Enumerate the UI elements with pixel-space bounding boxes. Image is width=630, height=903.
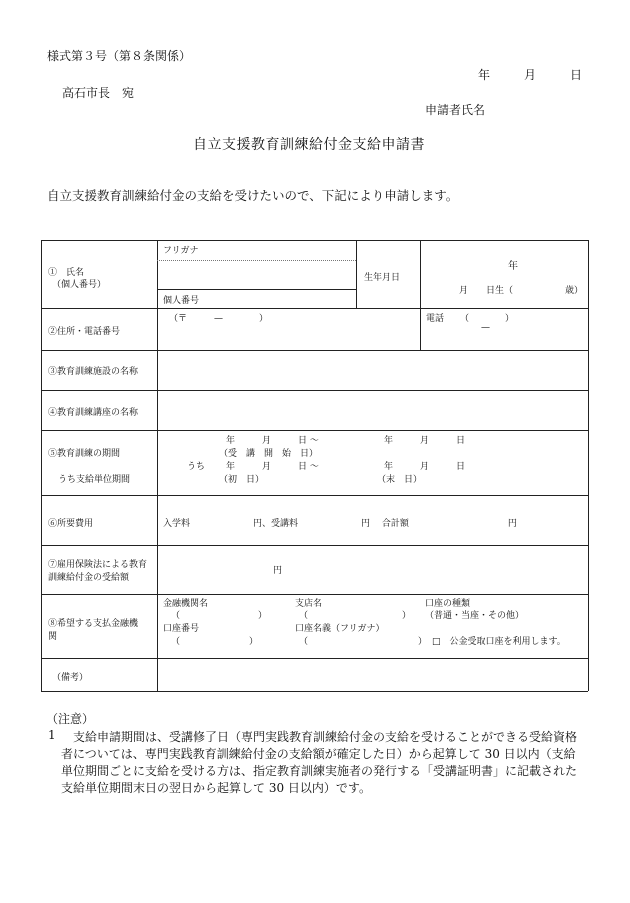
bank-name-paren-open: （ — [171, 611, 181, 621]
unit-period-uchi: うち — [187, 462, 206, 472]
date-year: 年 — [478, 68, 491, 82]
row5-label-period: ⑤教育訓練の期間 — [48, 449, 121, 459]
bank-name-label: 金融機関名 — [163, 599, 209, 609]
course-start-date: （受 講 開 始 日） — [219, 449, 319, 459]
public-account-checkbox[interactable]: □ 公金受取口座を利用します。 — [432, 637, 566, 647]
note-line-1: 支給申請期間は、受講修了日（専門実践教育訓練給付金の支給を受けることができる受給資格 — [73, 730, 578, 744]
row2-label: ②住所・電話番号 — [48, 327, 121, 337]
phone-area-code: （ ） — [460, 314, 515, 324]
benefit-yen: 円 — [273, 566, 283, 576]
postal-code: （〒 — ） — [169, 314, 269, 324]
expense-details: 入学料 円、受講料 円 合計額 円 — [163, 519, 517, 529]
notes-heading: （注意） — [46, 712, 95, 726]
addressee: 高石市長 宛 — [62, 86, 135, 100]
dob-month-day: 月 日生（ — [459, 286, 514, 296]
first-day: （初 日） — [219, 475, 265, 485]
row7-label-1: ⑦雇用保険法による教育 — [48, 560, 148, 570]
note-line-4: 支給単位期間末日の翌日から起算して 30 日以内）です。 — [61, 781, 371, 795]
phone-dash: — — [481, 323, 490, 333]
note-number: 1 — [48, 728, 56, 742]
form-number: 様式第３号（第８条関係） — [47, 49, 192, 63]
row1-label-individual-no: （個人番号） — [52, 280, 107, 290]
account-holder-paren-open: （ — [299, 637, 309, 647]
dob-age: 歳） — [565, 286, 584, 296]
row4-label: ④教育訓練講座の名称 — [48, 408, 139, 418]
period-end: 年 月 日 — [384, 436, 466, 446]
branch-paren-open: （ — [299, 611, 309, 621]
row8-label-1: ⑧希望する支払金融機 — [48, 619, 139, 629]
bank-name-paren-close: ） — [258, 611, 268, 621]
furigana-label: フリガナ — [163, 246, 199, 256]
row8-label-2: 関 — [48, 632, 58, 642]
account-type-label: 口座の種類 — [425, 599, 471, 609]
account-number-paren-open: （ — [171, 637, 181, 647]
row6-label: ⑥所要費用 — [48, 519, 94, 529]
date-month: 月 — [524, 68, 537, 82]
page-title: 自立支援教育訓練給付金支給申請書 — [193, 137, 425, 153]
account-holder-label: 口座名義（フリガナ） — [295, 624, 385, 634]
row5-label-unit-period: うち支給単位期間 — [58, 475, 131, 485]
dob-year: 年 — [508, 261, 518, 272]
note-line-3: 単位期間ごとに支給を受ける方は、指定教育訓練実施者の発行する「受講証明書」に記載された — [61, 764, 578, 778]
individual-number-label: 個人番号 — [163, 296, 200, 306]
date-day: 日 — [570, 68, 583, 82]
unit-period-end: 年 月 日 — [384, 462, 466, 472]
phone-label: 電話 — [426, 314, 445, 324]
applicant-name-label: 申請者氏名 — [425, 103, 486, 117]
period-start: 年 月 日 〜 — [226, 436, 319, 446]
note-line-2: 者については、専門実践教育訓練給付金の支給額が確定した日）から起算して 30 日以内（支給 — [61, 747, 576, 761]
account-number-label: 口座番号 — [163, 624, 200, 634]
row3-label: ③教育訓練施設の名称 — [48, 367, 139, 377]
row1-label-name: ① 氏名 — [48, 268, 85, 278]
row7-label-2: 訓練給付金の受給額 — [48, 573, 130, 583]
unit-period-start: 年 月 日 〜 — [226, 462, 319, 472]
account-type-options: （普通・当座・その他） — [425, 611, 525, 621]
account-number-paren-close: ） — [249, 637, 259, 647]
branch-paren-close: ） — [402, 611, 412, 621]
branch-label: 支店名 — [295, 599, 323, 609]
last-day: （末 日） — [377, 475, 423, 485]
intro-text: 自立支援教育訓練給付金の支給を受けたいので、下記により申請します。 — [47, 188, 459, 203]
dob-label: 生年月日 — [364, 273, 401, 283]
account-holder-paren-close: ） — [418, 637, 428, 647]
remarks-label: （備考） — [52, 673, 89, 683]
